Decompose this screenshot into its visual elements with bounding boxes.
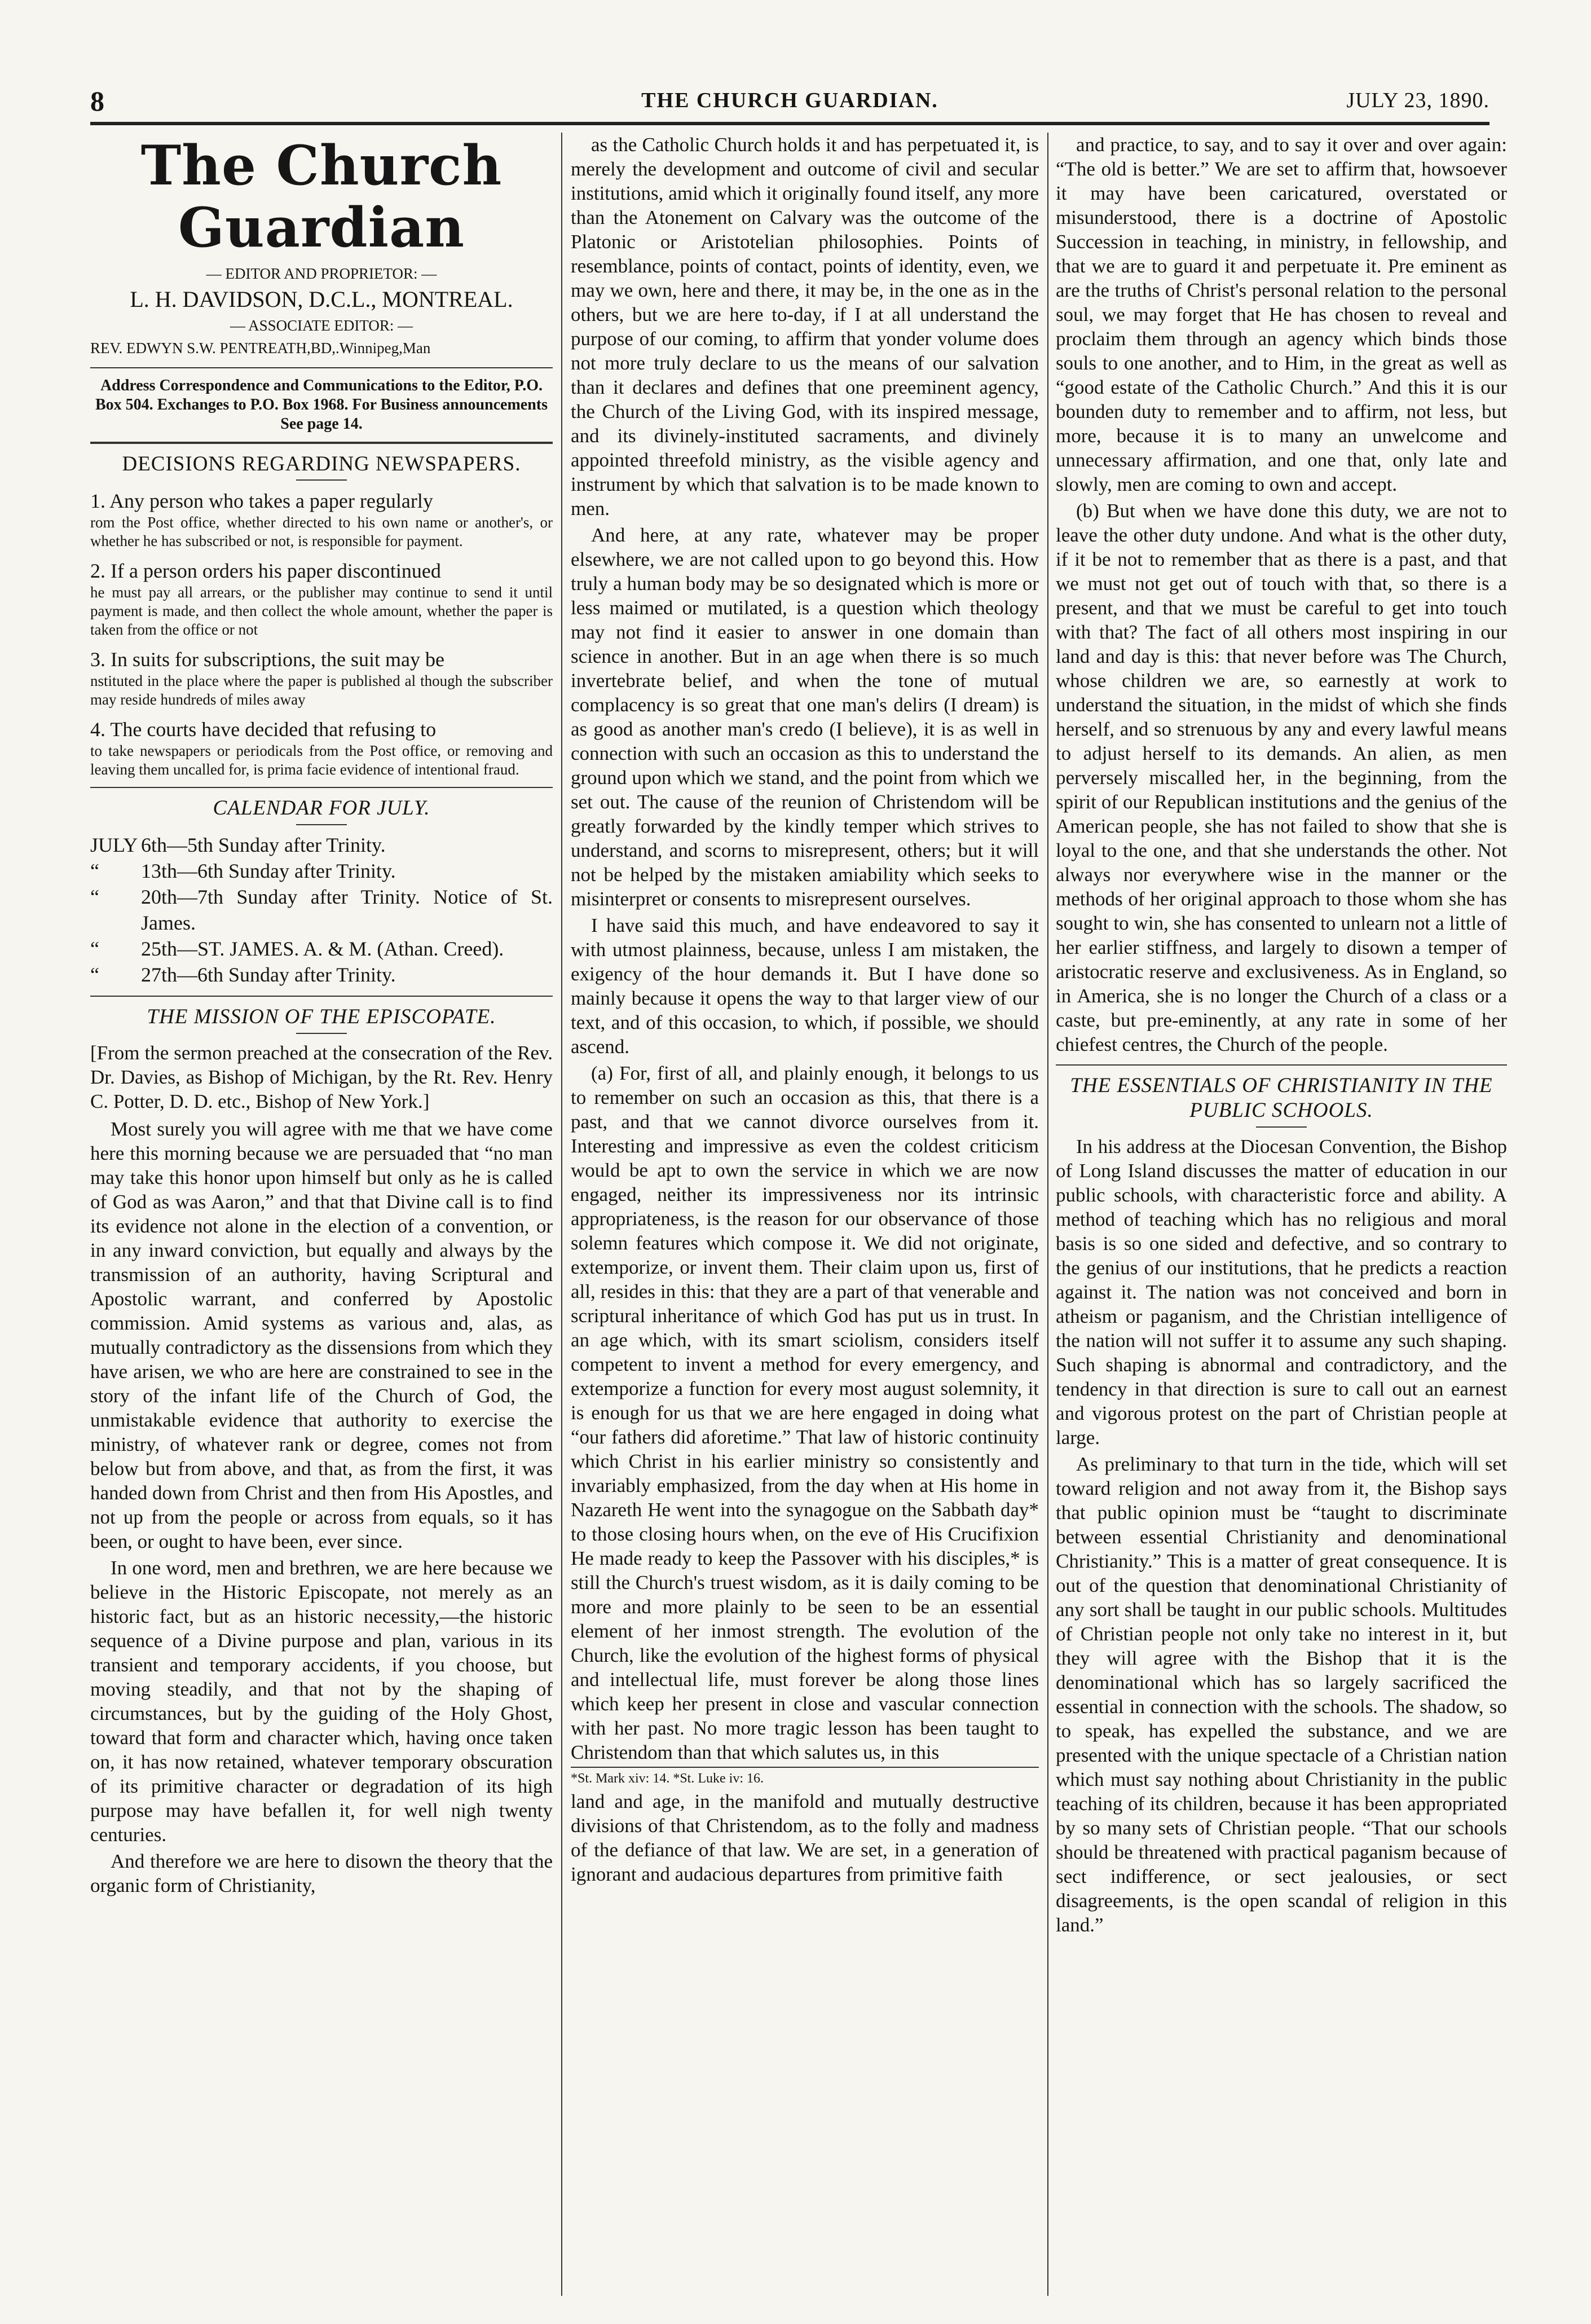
mission-text-col2: [571, 133, 1039, 1764]
column-divider: [561, 133, 562, 2296]
footnote: *St. Mark xiv: 14. *St. Luke iv: 16.: [571, 1767, 1039, 1787]
calendar-month: “: [90, 860, 99, 882]
issue-date: JULY 23, 1890.: [1346, 89, 1489, 112]
decision-detail: rom the Post office, whether directed to his own name or another's, or whether he has subscribed or not, is responsible for payment.: [90, 514, 553, 549]
column-1: [90, 133, 553, 2296]
calendar-row: [90, 936, 553, 962]
article-paragraph: In one word, men and brethren, we are here because we believe in the Historic Episcopate, not merely as an historic fact, but as an historic necessity,—the historic sequence of a Divine purpose and plan, various in its transient and temporary accidents, if you choose, but moving steadily, and that not by the shaping of circumstances, but by the guiding of the Holy Ghost, toward that form and character which, having once taken on, it has now retained, whatever temporary obscuration of its primitive character or degradation of its high purpose may have befallen it, for well nigh twenty centuries.: [90, 1557, 553, 1846]
decision-item: [90, 488, 553, 551]
associate-editor: REV. EDWYN S.W. PENTREATH,BD,.Winnipeg,Man: [90, 340, 431, 356]
essentials-heading: THE ESSENTIALS OF CHRISTIANITY IN THE PUBLIC SCHOOLS.: [1070, 1074, 1493, 1122]
calendar-entry: 13th—6th Sunday after Trinity.: [141, 860, 396, 882]
decision-lead: 1. Any person who takes a paper regularly: [90, 490, 433, 512]
short-rule: [296, 824, 347, 825]
calendar-heading: CALENDAR FOR JULY.: [213, 796, 430, 820]
article-paragraph: I have said this much, and have endeavored to say it with utmost plainness, because, unless I am mistaken, the exigency of the hour demands it. But I have done so mainly because it opens the way to that larger view of our text, and of this occasion, to which, if possible, we should ascend.: [571, 914, 1039, 1058]
decisions-heading: DECISIONS REGARDING NEWSPAPERS.: [122, 452, 521, 476]
decision-detail: nstituted in the place where the paper is published al though the subscriber may reside hundreds of miles away: [90, 672, 553, 708]
mission-text-col1: [90, 1117, 553, 1898]
decision-item: [90, 717, 553, 779]
decision-detail: to take newspapers or periodicals from the Post office, or removing and leaving them uncalled for, is prima facie evidence of intentional fraud.: [90, 742, 553, 778]
page-header: [90, 85, 1489, 130]
calendar-row: [90, 858, 553, 884]
decision-lead: 2. If a person orders his paper discontinued: [90, 560, 441, 582]
article-paragraph: as the Catholic Church holds it and has perpetuated it, is merely the development and outcome of civil and secular institutions, amid which it originally found itself, any more than the Atonement on Calvary was the outcome of the Platonic or Aristotelian philosophies. Points of resemblance, points of contact, points of identity, even, we may we own, here and there, it may be, in the one as in the others, but we are here to-day, if I at all understand the purpose of our coming, to affirm that yonder volume does not more truly declare to us the means of our salvation than it declares and defines that one preeminent agency, the Church of the Living God, with its inspired message, and its divinely-instituted sacraments, and divinely appointed threefold ministry, as the visible agency and instrument by which that salvation is to be made known to men.: [571, 134, 1039, 520]
editor-label: — EDITOR AND PROPRIETOR: —: [206, 265, 437, 282]
column-divider: [1047, 133, 1048, 2296]
calendar-month: “: [90, 963, 99, 986]
divider: [90, 442, 553, 444]
divider: [1056, 1064, 1507, 1066]
divider: [90, 367, 553, 368]
calendar-month: “: [90, 937, 99, 960]
calendar-row: [90, 884, 553, 936]
decision-lead: 4. The courts have decided that refusing to: [90, 718, 437, 741]
article-paragraph: And here, at any rate, whatever may be proper elsewhere, we are not called upon to go beyond this. How truly a human body may be so designated which is more or less maimed or mutilated, is a question which theology may not find it easier to answer in one domain than science in another. But in an age when there is so much invertebrate belief, and when the tone of mutual complacency is so great that one man's delirs (I dream) is as good as another man's credo (I believe), it is as well in connection with such an occasion as this to understand the ground upon which we stand, and the point from which we set out. The cause of the reunion of Christendom will be greatly forwarded by the kindly temper which strives to understand, and scorns to misrepresent, others; but it will not be helped by the mistaken amiability which seeks to misinterpret or consents to misrepresent ourselves.: [571, 524, 1039, 910]
calendar-month: JULY: [90, 834, 138, 856]
article-paragraph: In his address at the Diocesan Convention, the Bishop of Long Island discusses the matter of education in our public schools, with characteristic force and ability. A method of teaching which has no religious and moral basis is so one sided and defective, and so contrary to the genius of our institutions, that he predicts a reaction against it. The nation was not conceived and born in atheism or paganism, and the Christian intelligence of the nation will not suffer it to assume any such shaping. Such shaping is abnormal and contradictory, and the tendency in that direction is sure to call out an earnest and vigorous protest on the part of Christian people at large.: [1056, 1135, 1507, 1449]
column-2: [571, 133, 1039, 2296]
calendar-row: [90, 832, 553, 858]
page-number: 8: [90, 85, 104, 117]
article-paragraph: As preliminary to that turn in the tide, which will set toward religion and not away from it, the Bishop says that public opinion must be “taught to discriminate between essential Christianity and denominational Christianity.” This is a matter of great consequence. It is out of the question that denominational Christianity of any sort shall be taught in our public schools. Multitudes of Christian people not only take no interest in it, but they will agree with the Bishop that it is the denominational which has so largely sacrificed the essential in connection with the schools. The shadow, so to speak, has expelled the substance, and we are presented with the unique spectacle of a Christian nation which must say nothing about Christianity in the public teaching of its children, because it has been appropriated by so many sets of Christian people. “That our schools should be threatened with practical paganism because of sect indifference, or sect jealousies, or sect disagreements, is the open scandal of religion in this land.”: [1056, 1453, 1507, 1936]
decision-lead: 3. In suits for subscriptions, the suit may be: [90, 648, 444, 671]
column-3: [1056, 133, 1507, 2296]
divider: [90, 996, 553, 997]
mission-heading: THE MISSION OF THE EPISCOPATE.: [147, 1005, 496, 1028]
calendar-entry: 27th—6th Sunday after Trinity.: [141, 963, 396, 986]
article-paragraph: (a) For, first of all, and plainly enough, it belongs to us to remember on such an occasion as this, that there is a past, and that we cannot divorce ourselves from it. Interesting and impressive as even the coldest criticism would be apt to own the service in which we are now engaged, neither its impressiveness nor its intrinsic appropriateness, is the reason for our observance of those solemn features which compose it. We did not originate, extemporize, or invent them. Their claim upon us, first of all, resides in this: that they are a part of that venerable and scriptural inheritance of which God has put us in trust. In an age which, with its smart sciolism, considers itself competent to invent a method for every emergency, and extemporize a function for every most august solemnity, it is enough for us that we are here engaged in doing what “our fathers did aforetime.” That law of historic continuity which Christ in his earlier ministry so consistently and invariably emphasized, from the day when at His home in Nazareth He went into the synagogue on the Sabbath day* to those closing hours when, on the eve of His Crucifixion He made ready to keep the Passover with his disciples,* is still the Church's truest wisdom, as it is daily coming to be more and more plainly to be seen to be an essential element of her inmost strength. The evolution of the Church, like the evolution of the highest forms of physical and intellectual life, must forever be along those lines which keep her present in close and vascular connection with her past. No more tragic lesson has been taught to Christendom than that which salutes us, in this: [571, 1062, 1039, 1763]
article-paragraph: Most surely you will agree with me that we have come here this morning because we are persuaded that “no man may take this honor upon himself but only as he is called of God as was Aaron,” and that that Divine call is to find its evidence not alone in the election of a convention, or in any inward conviction, but equally and always by the transmission of an authority, having Scriptural and Apostolic warrant, and conferred by Apostolic commission. Amid systems as various and, alas, as mutually contradictory as the dissensions from which they have arisen, we who are here are constrained to see in the story of the infant life of the Church of God, the unmistakable evidence that authority to exercise the ministry, of whatever rank or degree, comes not from below but from above, and that, as from the first, it was handed down from Christ and then from His Apostles, and not up from the people or across from equals, so it has been, or ought to have been, ever since.: [90, 1118, 553, 1552]
article-paragraph: and practice, to say, and to say it over and over again: “The old is better.” We are set to affirm that, howsoever it may have been caricatured, overstated or misunderstood, there is a doctrine of Apostolic Succession in teaching, in ministry, in fellowship, and that we are to guard it and perpetuate it. Pre eminent as are the truths of Christ's personal relation to the personal soul, we may forget that He has chosen to reveal and proclaim them through an agency which binds those souls to one another, and to Him, in the great as well as “good estate of the Catholic Church.” And this it is our bounden duty to remember and to affirm, not less, but more, because it is to many an unwelcome and unnecessary affirmation, and one that, only late and slowly, men are coming to own and accept.: [1056, 134, 1507, 495]
editor-name: L. H. DAVIDSON, D.C.L., MONTREAL.: [130, 287, 513, 312]
calendar-entry: 25th—ST. JAMES. A. & M. (Athan. Creed).: [141, 937, 504, 960]
calendar-entry: 20th—7th Sunday after Trinity. Notice of St. James.: [141, 886, 553, 934]
short-rule: [296, 479, 347, 481]
calendar-month: “: [90, 886, 99, 908]
address-notice: Address Correspondence and Communications to the Editor, P.O. Box 504. Exchanges to P.O. Box 1968. For Business announcements See page 14.: [95, 377, 548, 433]
header-rule: [90, 122, 1489, 125]
paper-title: THE CHURCH GUARDIAN.: [641, 89, 938, 112]
mission-text-col3: [1056, 133, 1507, 1057]
associate-label: — ASSOCIATE EDITOR: —: [230, 317, 413, 334]
calendar-list: [90, 832, 553, 988]
mission-text-col2-end: land and age, in the manifold and mutually destructive divisions of that Christendom, as to the folly and madness of the defiance of that law. We are set, in a generation of ignorant and audacious departures from primitive faith: [571, 1790, 1039, 1885]
short-rule: [296, 1033, 347, 1034]
calendar-row: [90, 962, 553, 988]
decision-detail: he must pay all arrears, or the publisher may continue to send it until payment is made, and then collect the whole amount, whether the paper is taken from the office or not: [90, 584, 553, 638]
divider: [90, 787, 553, 788]
calendar-entry: 6th—5th Sunday after Trinity.: [141, 834, 386, 856]
sermon-source-note: [From the sermon preached at the consecration of the Rev. Dr. Davies, as Bishop of Michigan, by the Rt. Rev. Henry C. Potter, D. D. etc., Bishop of New York.]: [90, 1042, 553, 1112]
masthead-title: The Church Guardian: [140, 134, 503, 259]
decision-item: [90, 558, 553, 639]
article-paragraph: (b) But when we have done this duty, we are not to leave the other duty undone. And what is the other duty, if it be not to remember that as there is a past, and that we must not get out of touch with that, so there is a present, and that we must be careful to get into touch with that? The fact of all others most inspiring in our land and day is this: that never before was The Church, whose children we are, so earnestly at work to understand the situation, in the midst of which she finds herself, and so strenuous by any and every lawful means to adjust herself to its demands. An alien, as men perversely miscalled her, in the beginning, from the spirit of our Republican institutions and the genius of the American people, she has not failed to show that she is loyal to the one, and that she understands the other. Not always nor everywhere wise in the manner or the methods of her original approach to those whom she has sought to win, she has consented to unlearn not a little of her earlier stiffness, and largely to disown a temper of aristocratic reserve and exclusiveness. As in England, so in America, she is no longer the Church of a class or a caste, but pre-eminently, at any rate in some of her chiefest centres, the Church of the people.: [1056, 500, 1507, 1055]
article-paragraph: And therefore we are here to disown the theory that the organic form of Christianity,: [90, 1850, 553, 1896]
essentials-text: [1056, 1134, 1507, 1937]
decision-item: [90, 647, 553, 709]
decisions-list: [90, 488, 553, 779]
short-rule: [1256, 1126, 1307, 1128]
